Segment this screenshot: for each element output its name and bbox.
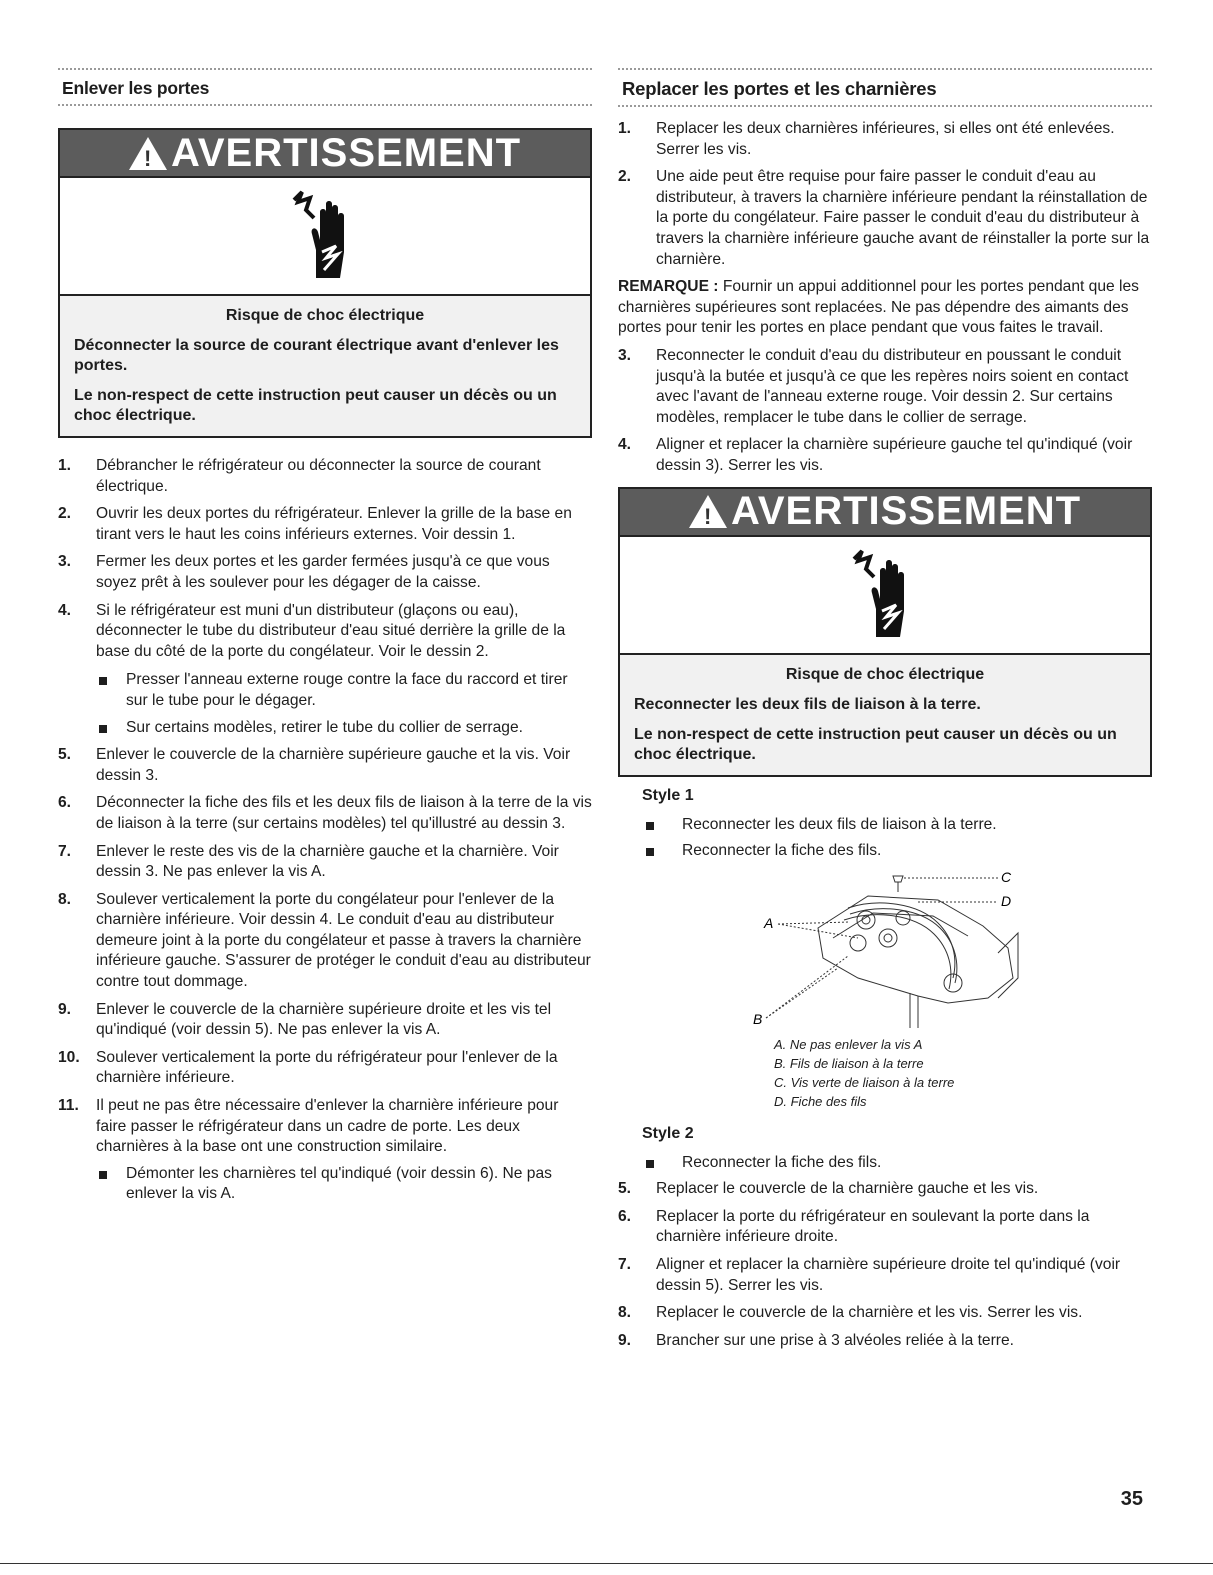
warning-box <box>58 128 592 438</box>
section-header-replace-doors <box>618 68 1152 107</box>
step-text: Débrancher le réfrigérateur ou déconnecter la source de courant électrique. <box>96 457 541 495</box>
step-text: Replacer la porte du réfrigérateur en soulevant la porte dans la charnière inférieure droite. <box>656 1207 1090 1246</box>
warning-title: AVERTISSEMENT <box>730 489 1082 533</box>
list-item <box>58 552 592 593</box>
list-item <box>58 745 592 786</box>
electric-shock-icon <box>60 178 590 296</box>
step-text: Enlever le couvercle de la charnière supérieure droite et les vis tel qu'indiqué (voir dessin 5). Ne pas enlever la vis A. <box>96 1000 552 1039</box>
bullet-item <box>96 1164 592 1205</box>
step-number: 9. <box>58 1000 72 1018</box>
figure-captions <box>774 1035 1152 1111</box>
warning-header <box>60 130 590 178</box>
figure-label-b: B <box>753 1010 763 1027</box>
step-text: Brancher sur une prise à 3 alvéoles reliée à la terre. <box>656 1331 1014 1349</box>
step-text: Soulever verticalement la porte du réfrigérateur pour l'enlever de la charnière inférieure. <box>96 1048 558 1087</box>
step-number: 6. <box>58 794 72 812</box>
warning-triangle-icon: ! <box>129 137 167 170</box>
list-item <box>618 435 1152 476</box>
warning-header <box>620 489 1150 537</box>
step-text: Replacer le couvercle de la charnière gauche et les vis. <box>656 1180 1039 1198</box>
step-number: 1. <box>618 120 632 137</box>
step-number: 11. <box>58 1097 79 1115</box>
figure-label-a: A <box>764 914 774 931</box>
step-text: Enlever le couvercle de la charnière supérieure gauche et la vis. Voir dessin 3. <box>96 746 571 784</box>
bullet-text: Sur certains modèles, retirer le tube du collier de serrage. <box>126 718 523 736</box>
list-item <box>58 793 592 834</box>
list-item <box>58 1096 592 1205</box>
bullet-item <box>618 841 1152 862</box>
step-text: Enlever le reste des vis de la charnière gauche et la charnière. Voir dessin 3. Ne pas enlever la vis A. <box>96 842 559 881</box>
step-text: Une aide peut être requise pour faire passer le conduit d'eau au distributeur, à travers la charnière inférieure pendant la réinstallation de la porte du congélateur. Faire passer le conduit d'eau du distributeur à travers la charnière inférieure gauche avant de réinstaller la porte sur la charnière. <box>656 168 1150 268</box>
bottom-rule <box>0 1563 1213 1564</box>
step-number: 10. <box>58 1048 80 1066</box>
hinge-wiring-figure <box>618 868 1152 1033</box>
figure-label-d: D <box>1001 892 1012 909</box>
bullet-item <box>618 815 1152 836</box>
step-number: 5. <box>58 746 72 764</box>
list-item <box>618 1303 1152 1324</box>
note-paragraph <box>618 277 1152 339</box>
note-label: REMARQUE : <box>618 278 719 296</box>
warning-body <box>60 296 590 436</box>
step-text: Soulever verticalement la porte du congélateur pour l'enlever de la charnière inférieure. Voir dessin 4. Le conduit d'eau au distributeur demeure joint à la porte du congélateur et passe à travers la charnière inférieure gauche. S'assurer de protéger le conduit d'eau au distributeur contre tout dommage. <box>96 890 591 991</box>
step-number: 7. <box>618 1256 632 1274</box>
page-number: 35 <box>1120 1488 1143 1510</box>
bullet-item <box>96 670 592 711</box>
bullet-item <box>618 1153 1152 1174</box>
list-item <box>618 1207 1152 1248</box>
warning-risk: Risque de choc électrique <box>225 307 425 324</box>
step-text: Replacer le couvercle de la charnière et les vis. Serrer les vis. <box>656 1304 1083 1322</box>
step-text: Déconnecter la fiche des fils et les deux fils de liaison à la terre de la vis de liaison à la terre (sur certains modèles) tel qu'illustré au dessin 3. <box>96 794 592 832</box>
replace-steps-list-c <box>618 1179 1152 1351</box>
section-header-remove-doors <box>58 68 592 106</box>
list-item <box>618 346 1152 428</box>
warning-body <box>620 655 1150 775</box>
list-item <box>618 1331 1152 1352</box>
caption-a: A. Ne pas enlever la vis A <box>774 1036 923 1052</box>
warning-line-2: Le non-respect de cette instruction peut causer un décès ou un choc électrique. <box>74 387 557 424</box>
warning-line-1: Déconnecter la source de courant électrique avant d'enlever les portes. <box>74 337 559 374</box>
warning-box <box>618 487 1152 777</box>
step-number: 8. <box>58 890 72 908</box>
hinge-illustration <box>618 868 1152 1033</box>
list-item <box>618 119 1152 160</box>
warning-title: AVERTISSEMENT <box>170 130 522 175</box>
step-number: 2. <box>58 505 72 523</box>
bullet-text: Reconnecter les deux fils de liaison à la terre. <box>682 815 997 833</box>
section-title: Enlever les portes <box>62 78 210 98</box>
bullet-text: Démonter les charnières tel qu'indiqué (voir dessin 6). Ne pas enlever la vis A. <box>126 1164 552 1203</box>
caption-c: C. Vis verte de liaison à la terre <box>774 1074 955 1090</box>
step-number: 8. <box>618 1304 632 1322</box>
step-number: 4. <box>58 601 72 619</box>
warning-triangle-icon: ! <box>689 495 727 528</box>
step-number: 9. <box>618 1331 632 1349</box>
style-2-heading: Style 2 <box>642 1124 694 1142</box>
step-number: 7. <box>58 842 72 860</box>
style-1-heading: Style 1 <box>642 786 694 804</box>
warning-line-1: Reconnecter les deux fils de liaison à la terre. <box>634 695 981 713</box>
bullet-text: Reconnecter la fiche des fils. <box>682 842 882 860</box>
step-number: 1. <box>58 457 72 474</box>
bullet-square <box>99 677 107 685</box>
step-text: Il peut ne pas être nécessaire d'enlever la charnière inférieure pour faire passer le réfrigérateur dans un cadre de porte. Les deux charnières à la base ont une construction similaire. <box>96 1097 559 1156</box>
bullet-square <box>646 848 654 856</box>
list-item <box>618 1179 1152 1200</box>
list-item <box>58 601 592 739</box>
right-column <box>618 68 1152 1358</box>
remove-steps-list <box>58 456 592 1205</box>
step-number: 2. <box>618 168 632 186</box>
step-text: Replacer les deux charnières inférieures, si elles ont été enlevées. Serrer les vis. <box>656 120 1115 158</box>
step-text: Aligner et replacer la charnière supérieure gauche tel qu'indiqué (voir dessin 3). Serrer les vis. <box>656 436 1133 474</box>
bullet-square <box>99 1171 107 1179</box>
left-column <box>58 68 592 1212</box>
list-item <box>58 504 592 545</box>
list-item <box>58 1000 592 1041</box>
step-number: 4. <box>618 436 632 454</box>
caption-d: D. Fiche des fils <box>774 1093 867 1109</box>
bullet-square <box>646 1160 654 1168</box>
bullet-square <box>99 725 107 733</box>
replace-steps-list-a <box>618 119 1152 270</box>
list-item <box>58 842 592 883</box>
warning-risk: Risque de choc électrique <box>785 665 985 683</box>
step-text: Fermer les deux portes et les garder fermées jusqu'à ce que vous soyez prêt à les soulever pour les dégager de la caisse. <box>96 553 550 591</box>
figure-label-c: C <box>1001 868 1012 885</box>
list-item <box>618 167 1152 270</box>
bullet-square <box>646 822 654 830</box>
electric-shock-icon <box>620 537 1150 655</box>
step-number: 3. <box>618 346 632 364</box>
warning-line-2: Le non-respect de cette instruction peut causer un décès ou un choc électrique. <box>634 725 1117 763</box>
bullet-text: Presser l'anneau externe rouge contre la face du raccord et tirer sur le tube pour le dégager. <box>126 671 568 709</box>
step-text: Ouvrir les deux portes du réfrigérateur. Enlever la grille de la base en tirant vers le haut les coins inférieurs externes. Voir dessin 1. <box>96 505 572 543</box>
list-item <box>58 890 592 993</box>
step-text: Si le réfrigérateur est muni d'un distributeur (glaçons ou eau), déconnecter le tube du distributeur d'eau situé derrière la grille de la base du côté de la porte du congélateur. Voir le dessin 2. <box>96 601 566 660</box>
step-text: Reconnecter le conduit d'eau du distributeur en poussant le conduit jusqu'à la butée et jusqu'à ce que les repères noirs soient en contact avec l'avant de l'anneau externe rouge. Voir dessin 2. Sur certains modèles, remplacer le tube dans le collier de serrage. <box>656 346 1129 426</box>
list-item <box>58 456 592 497</box>
note-text: Fournir un appui additionnel pour les portes pendant que les charnières supérieures sont replacées. Ne pas dépendre des aimants des portes pour tenir les portes en place pendant que vous faites le travail. <box>618 278 1139 337</box>
bullet-text: Reconnecter la fiche des fils. <box>682 1153 882 1171</box>
step-number: 6. <box>618 1207 632 1225</box>
section-title: Replacer les portes et les charnières <box>622 78 937 99</box>
step-text: Aligner et replacer la charnière supérieure droite tel qu'indiqué (voir dessin 5). Serrer les vis. <box>656 1256 1121 1294</box>
bullet-item <box>96 718 592 739</box>
step-number: 3. <box>58 553 72 571</box>
step-number: 5. <box>618 1180 632 1198</box>
list-item <box>618 1255 1152 1296</box>
replace-steps-list-b <box>618 346 1152 477</box>
list-item <box>58 1048 592 1089</box>
caption-b: B. Fils de liaison à la terre <box>774 1055 924 1071</box>
